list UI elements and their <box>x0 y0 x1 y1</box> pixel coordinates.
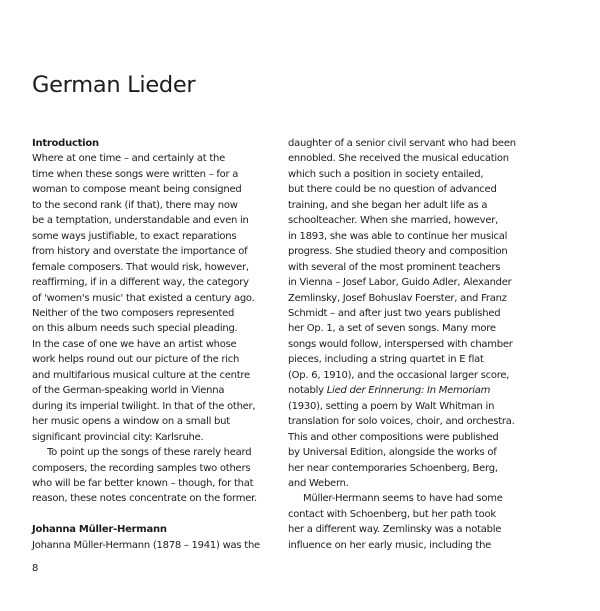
page-number: 8 <box>32 563 39 574</box>
text-line-content: Zemlinsky, Josef Bohuslav Foerster, and Franz <box>288 292 507 304</box>
text-line-content: woman to compose meant being consigned <box>32 184 242 196</box>
text-line <box>32 445 276 460</box>
text-line <box>288 321 532 336</box>
text-line <box>32 337 276 352</box>
text-line <box>32 151 276 166</box>
left-text-column <box>32 136 276 553</box>
text-line <box>288 151 532 166</box>
text-line <box>288 476 532 491</box>
text-line-content: her a different way. Zemlinsky was a notable <box>288 524 502 536</box>
text-line-content: (Op. 6, 1910), and the occasional larger score, <box>288 369 510 381</box>
text-line-content: in Vienna – Josef Labor, Guido Adler, Alexander <box>288 277 512 289</box>
text-line-content: female composers. That would risk, however, <box>32 261 249 273</box>
text-line-content: daughter of a senior civil servant who had been <box>288 138 516 149</box>
text-line <box>288 260 532 275</box>
text-line-content: To point up the songs of these rarely heard <box>47 447 252 459</box>
text-line-content: ennobled. She received the musical education <box>288 153 509 165</box>
text-line <box>32 383 276 398</box>
text-line-content: her music opens a window on a small but <box>32 416 230 428</box>
text-line <box>32 306 276 321</box>
text-line-content: (1930), setting a poem by Walt Whitman in <box>288 400 495 412</box>
text-line-content: some ways justifiable, to exact reparations <box>32 230 237 242</box>
text-line-content: Müller-Hermann seems to have had some <box>303 493 503 505</box>
text-line-content: of 'women's music' that existed a century ago. <box>32 292 255 304</box>
text-line-content: Neither of the two composers represented <box>32 307 235 319</box>
text-line-content: be a temptation, understandable and even in <box>32 215 249 227</box>
work-title: Lied der Erinnerung: In Memoriam <box>326 385 491 397</box>
text-line <box>32 198 276 213</box>
text-line-content: but there could be no question of advanced <box>288 184 497 196</box>
text-line-content: with several of the most prominent teachers <box>288 261 501 273</box>
text-line-content: Schmidt – and after just two years published <box>288 307 501 319</box>
text-line-content: translation for solo voices, choir, and orchestra. <box>288 416 515 428</box>
text-line-content: pieces, including a string quartet in E flat <box>288 354 484 366</box>
text-line-content: which such a position in society entailed, <box>288 168 484 180</box>
text-line <box>32 430 276 445</box>
text-line-content: and Webern. <box>288 477 349 489</box>
section-heading <box>32 136 276 151</box>
text-line <box>288 275 532 290</box>
text-line-content: during its imperial twilight. In that of the other, <box>32 400 256 412</box>
text-line <box>32 461 276 476</box>
text-line-content: work helps round out our picture of the rich <box>32 354 240 366</box>
text-line <box>32 321 276 336</box>
text-line-content: her Op. 1, a set of seven songs. Many more <box>288 323 496 335</box>
text-line <box>288 368 532 383</box>
text-line-content: her near contemporaries Schoenberg, Berg, <box>288 462 498 474</box>
text-line <box>32 414 276 429</box>
text-line <box>288 198 532 213</box>
text-line-content: from history and overstate the importance of <box>32 246 248 258</box>
text-line <box>288 182 532 197</box>
text-line-content: time when these songs were written – for a <box>32 168 239 180</box>
text-line <box>288 306 532 321</box>
text-line-content: of the German-speaking world in Vienna <box>32 385 225 397</box>
text-line <box>288 461 532 476</box>
text-line-content: to the second rank (if that), there may now <box>32 199 238 211</box>
text-line-content: influence on her early music, including the <box>288 539 492 551</box>
text-line-content: Where at one time – and certainly at the <box>32 153 225 165</box>
text-line-content: contact with Schoenberg, but her path took <box>288 508 496 520</box>
text-line <box>32 260 276 275</box>
section-heading <box>32 522 276 537</box>
text-line-content: composers, the recording samples two others <box>32 462 251 474</box>
text-line <box>288 229 532 244</box>
text-line-content: schoolteacher. When she married, however, <box>288 215 499 227</box>
right-text-column <box>288 136 532 553</box>
text-line <box>32 352 276 367</box>
text-line-content: significant provincial city: Karlsruhe. <box>32 431 204 443</box>
text-line <box>32 182 276 197</box>
text-line-content: reason, these notes concentrate on the former. <box>32 493 257 505</box>
text-line <box>288 352 532 367</box>
text-line <box>32 275 276 290</box>
text-line <box>32 368 276 383</box>
text-line <box>288 491 532 506</box>
text-line-content: Johanna Müller-Hermann <box>32 524 167 536</box>
text-line <box>288 244 532 259</box>
text-line <box>32 244 276 259</box>
text-line-content: Introduction <box>32 138 99 149</box>
text-line-content: This and other compositions were published <box>288 431 499 443</box>
text-line <box>32 491 276 506</box>
text-line <box>288 430 532 445</box>
text-line <box>32 399 276 414</box>
text-line <box>288 538 532 553</box>
text-line-content: in 1893, she was able to continue her musical <box>288 230 508 242</box>
text-line-content: reaffirming, if in a different way, the category <box>32 277 249 289</box>
text-line <box>288 337 532 352</box>
text-line <box>32 229 276 244</box>
text-line <box>288 291 532 306</box>
text-line-content: notably <box>288 385 327 397</box>
text-line-content: Johanna Müller-Hermann (1878 – 1941) was the <box>32 539 260 551</box>
text-line <box>288 399 532 414</box>
text-line-content: progress. She studied theory and composition <box>288 246 508 258</box>
text-line-content: training, and she began her adult life as a <box>288 199 488 211</box>
text-line-content: In the case of one we have an artist whose <box>32 338 237 350</box>
text-line <box>288 136 532 151</box>
text-line-content: who will be far better known – though, for that <box>32 477 254 489</box>
page-title: German Lieder <box>32 72 196 98</box>
text-line <box>32 476 276 491</box>
text-line <box>32 538 276 553</box>
text-line <box>288 445 532 460</box>
text-line <box>288 507 532 522</box>
text-line <box>32 167 276 182</box>
text-line-content: songs would follow, interspersed with chamber <box>288 338 513 350</box>
text-line <box>32 213 276 228</box>
text-line <box>288 213 532 228</box>
text-line-content: on this album needs such special pleading. <box>32 323 238 335</box>
text-line <box>288 167 532 182</box>
text-line <box>288 522 532 537</box>
text-line-content: by Universal Edition, alongside the works of <box>288 447 497 459</box>
text-line <box>288 414 532 429</box>
text-line-content: and multifarious musical culture at the centre <box>32 369 250 381</box>
text-line <box>32 291 276 306</box>
text-line <box>288 383 532 398</box>
